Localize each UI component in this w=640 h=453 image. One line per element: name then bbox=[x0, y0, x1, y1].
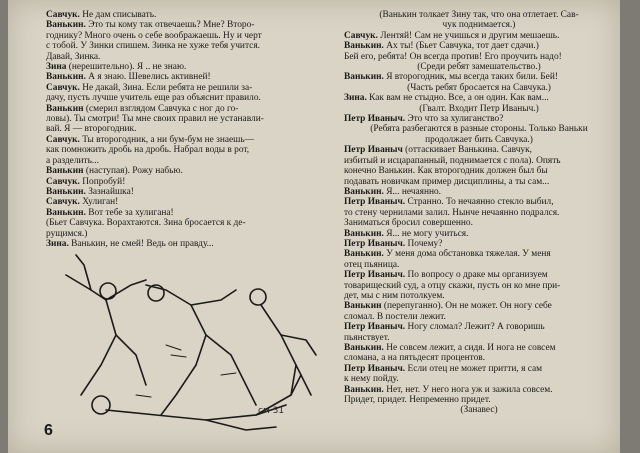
text-line bbox=[46, 187, 318, 197]
line-text: (перепуганно). Он не может. Он ногу себе bbox=[381, 301, 552, 312]
text-line bbox=[46, 72, 318, 82]
line-text: к нему пойду. bbox=[344, 374, 399, 385]
line-text: сломана, а на пятьдесят процентов. bbox=[344, 353, 486, 364]
text-line bbox=[46, 104, 318, 114]
text-line bbox=[344, 385, 614, 395]
text-line bbox=[344, 104, 614, 114]
speaker-name: Зина. bbox=[344, 93, 367, 104]
text-line bbox=[344, 374, 614, 384]
line-text: Ах ты! (Бьет Савчука, тот дает сдачи.) bbox=[383, 41, 539, 52]
text-line bbox=[344, 395, 614, 405]
speaker-name: Ванькин. bbox=[46, 72, 86, 83]
line-text: Ванькин, не смей! Ведь он правду... bbox=[68, 238, 214, 249]
line-text: Лентяй! Сам не учишься и другим мешаешь. bbox=[377, 30, 560, 41]
speaker-name: Петр Иваныч bbox=[344, 145, 403, 156]
text-line bbox=[344, 135, 614, 145]
speaker-name: Петр Иваныч. bbox=[344, 197, 406, 208]
text-line bbox=[344, 291, 614, 301]
line-text: конечно Ванькин. Как второгодник должен был бы bbox=[344, 166, 548, 177]
line-text: Бей его, ребята! Он всегда против! Его проучить надо! bbox=[344, 51, 562, 62]
speaker-name: Савчук. bbox=[46, 82, 80, 93]
text-line bbox=[344, 405, 614, 415]
line-text: Если отец не может притти, я сам bbox=[405, 363, 543, 374]
text-line bbox=[344, 197, 614, 207]
line-text: отец пьяница. bbox=[344, 259, 400, 270]
speaker-name: Савчук. bbox=[344, 30, 378, 41]
speaker-name: Петр Иваныч. bbox=[344, 270, 406, 281]
line-text: Заниматься бросил совершенно. bbox=[344, 218, 473, 229]
text-line bbox=[344, 208, 614, 218]
line-text: дачу, пусть лучше учитель еще раз объяснит правило. bbox=[46, 93, 261, 104]
line-text: (оттаскивает Ванькина. Савчук, bbox=[402, 145, 533, 156]
speaker-name: Ванькин. bbox=[344, 72, 384, 83]
line-text: вай. Я — второгодник. bbox=[46, 124, 137, 135]
speaker-name: Савчук. bbox=[46, 134, 80, 145]
text-line bbox=[46, 156, 318, 166]
line-text: (Гвалт. Входит Петр Иваныч.) bbox=[419, 103, 539, 114]
text-line bbox=[46, 124, 318, 134]
line-text: с тобой. У Зинки спишем. Зинка не хуже тебя учится. bbox=[46, 41, 260, 52]
text-line bbox=[46, 10, 318, 20]
text-line bbox=[46, 93, 318, 103]
speaker-name: Петр Иваныч. bbox=[344, 114, 406, 125]
text-line bbox=[344, 124, 614, 134]
text-line bbox=[46, 218, 318, 228]
text-line bbox=[46, 229, 318, 239]
text-line bbox=[46, 197, 318, 207]
line-text: (Бьет Савчука. Ворахтаются. Зина бросается к де- bbox=[46, 218, 246, 229]
text-line bbox=[344, 187, 614, 197]
line-text: Я... не могу учиться. bbox=[383, 228, 469, 239]
line-text: сломал. В постели лежит. bbox=[344, 311, 446, 322]
line-text: дет, мы с ним потолкуем. bbox=[344, 290, 445, 301]
line-text: Хулиган! bbox=[79, 197, 119, 208]
text-line bbox=[46, 52, 318, 62]
speaker-name: Ванькин. bbox=[46, 207, 86, 218]
line-text: (смерил взглядом Савчука с ног до го- bbox=[83, 103, 239, 114]
right-column bbox=[344, 10, 614, 416]
text-line bbox=[344, 177, 614, 187]
line-text: Как вам не стыдно. Все, а он один. Как вам... bbox=[366, 93, 549, 104]
line-text: Не дакай, Зина. Если ребята не решили за- bbox=[79, 82, 253, 93]
text-line bbox=[344, 301, 614, 311]
line-text: Ногу сломал? Лежит? А говоришь bbox=[405, 322, 545, 333]
line-text: Попробуй! bbox=[79, 176, 126, 187]
text-line bbox=[344, 145, 614, 155]
text-line bbox=[46, 114, 318, 124]
line-text: А я знаю. Шевелись активней! bbox=[85, 72, 211, 83]
speaker-name: Ванькин. bbox=[344, 228, 384, 239]
text-line bbox=[344, 62, 614, 72]
speaker-name: Ванькин bbox=[46, 166, 84, 177]
text-line bbox=[344, 20, 614, 30]
text-line bbox=[344, 156, 614, 166]
text-line bbox=[344, 333, 614, 343]
left-column bbox=[46, 10, 318, 249]
text-line bbox=[46, 20, 318, 30]
text-line bbox=[344, 281, 614, 291]
text-line bbox=[344, 83, 614, 93]
text-line bbox=[344, 353, 614, 363]
text-line bbox=[46, 177, 318, 187]
line-text: а разделить... bbox=[46, 155, 99, 166]
line-text: ловы). Ты смотри! Ты мне своих правил не устанавли- bbox=[46, 114, 264, 125]
text-line bbox=[344, 260, 614, 270]
speaker-name: Ванькин. bbox=[344, 186, 384, 197]
page-number: 6 bbox=[44, 422, 53, 439]
line-text: Вот тебе за хулигана! bbox=[85, 207, 174, 218]
speaker-name: Ванькин bbox=[344, 301, 382, 312]
text-line bbox=[344, 270, 614, 280]
line-text: продолжает бить Савчука.) bbox=[425, 134, 533, 145]
line-text: Это ты кому так отвечаешь? Мне? Второ- bbox=[85, 20, 255, 31]
text-line bbox=[344, 166, 614, 176]
line-text: Не совсем лежит, а сидя. И нога не совсем bbox=[383, 343, 556, 353]
text-line bbox=[46, 31, 318, 41]
line-text: рущимся.) bbox=[46, 228, 88, 239]
speaker-name: Зина. bbox=[46, 238, 69, 249]
line-text: У меня дома обстановка тяжелая. У меня bbox=[383, 249, 551, 260]
line-text: Давай, Зинка. bbox=[46, 51, 101, 62]
speaker-name: Савчук. bbox=[46, 176, 80, 187]
text-line bbox=[344, 343, 614, 353]
line-text: Не дам списывать. bbox=[79, 10, 157, 20]
text-line bbox=[344, 218, 614, 228]
speaker-name: Ванькин. bbox=[46, 20, 86, 31]
speaker-name: Ванькин. bbox=[46, 186, 86, 197]
text-line bbox=[344, 239, 614, 249]
line-text: избитый и исцарапанный, поднимается с пола). Опять bbox=[344, 155, 561, 166]
line-text: как помножить дробь на дробь. Набрал воды в рот, bbox=[46, 145, 250, 156]
text-line bbox=[46, 208, 318, 218]
speaker-name: Ванькин. bbox=[344, 343, 384, 353]
line-text: Зазнайшка! bbox=[85, 186, 134, 197]
line-text: подавать новичкам пример дисциплины, а ты сам... bbox=[344, 176, 550, 187]
speaker-name: Савчук. bbox=[46, 197, 80, 208]
line-text: чук поднимается.) bbox=[442, 20, 516, 31]
text-line bbox=[46, 166, 318, 176]
line-text: Почему? bbox=[405, 238, 443, 249]
speaker-name: Петр Иваныч. bbox=[344, 238, 406, 249]
line-text: (Часть ребят бросается на Савчука.) bbox=[407, 82, 551, 93]
text-line bbox=[344, 229, 614, 239]
text-line bbox=[344, 322, 614, 332]
speaker-name: Петр Иваныч. bbox=[344, 322, 406, 333]
line-text: годнику? Много очень о себе воображаешь. Ну и черт bbox=[46, 30, 262, 41]
line-text: Это что за хулиганство? bbox=[405, 114, 504, 125]
line-text: Ты второгодник, а ни бум-бум не знаешь— bbox=[79, 134, 255, 145]
line-text: Я... нечаянно. bbox=[383, 186, 442, 197]
text-line bbox=[344, 52, 614, 62]
line-text: (наступая). Рожу набью. bbox=[83, 166, 183, 177]
illustrator-signature: см 31 bbox=[258, 406, 285, 416]
speaker-name: Савчук. bbox=[46, 10, 80, 20]
text-line bbox=[344, 93, 614, 103]
text-line bbox=[46, 145, 318, 155]
text-line bbox=[344, 41, 614, 51]
text-line bbox=[344, 10, 614, 20]
speaker-name: Ванькин. bbox=[344, 249, 384, 260]
text-line bbox=[344, 364, 614, 374]
line-text: (нерешительно). Я .. не знаю. bbox=[66, 62, 187, 73]
book-page bbox=[8, 0, 620, 453]
line-text: Нет, нет. У него нога уж и зажила совсем. bbox=[383, 384, 553, 395]
line-text: Я второгодник, мы всегда таких били. Бей! bbox=[383, 72, 558, 83]
line-text: (Ванькин толкает Зину так, что она отлетает. Сав- bbox=[379, 10, 579, 20]
speaker-name: Ванькин. bbox=[344, 384, 384, 395]
speaker-name: Петр Иваныч. bbox=[344, 363, 406, 374]
text-line bbox=[344, 31, 614, 41]
line-text: Придет, придет. Непременно придет. bbox=[344, 395, 491, 406]
line-text: (Среди ребят замешательство.) bbox=[417, 62, 541, 73]
text-line bbox=[46, 41, 318, 51]
line-text: По вопросу о драке мы организуем bbox=[405, 270, 548, 281]
line-text: Странно. То нечаянно стекло выбил, bbox=[405, 197, 554, 208]
line-text: пьянствует. bbox=[344, 332, 390, 343]
speaker-name: Зина bbox=[46, 62, 67, 73]
text-line bbox=[344, 312, 614, 322]
speaker-name: Ванькин. bbox=[344, 41, 384, 52]
line-text: (Ребята разбегаются в разные стороны. Только Ваньки bbox=[370, 124, 588, 135]
text-line bbox=[344, 72, 614, 82]
line-text: товарищеский суд, а отцу скажи, пусть он ко мне при- bbox=[344, 280, 561, 291]
speaker-name: Ванькин bbox=[46, 103, 84, 114]
text-line bbox=[46, 62, 318, 72]
text-line bbox=[344, 114, 614, 124]
text-line bbox=[46, 135, 318, 145]
text-line bbox=[344, 249, 614, 259]
line-text: (Занавес) bbox=[460, 405, 498, 416]
line-text: то стену чернилами залил. Нынче нечаянно подрался. bbox=[344, 207, 560, 218]
text-line bbox=[46, 83, 318, 93]
